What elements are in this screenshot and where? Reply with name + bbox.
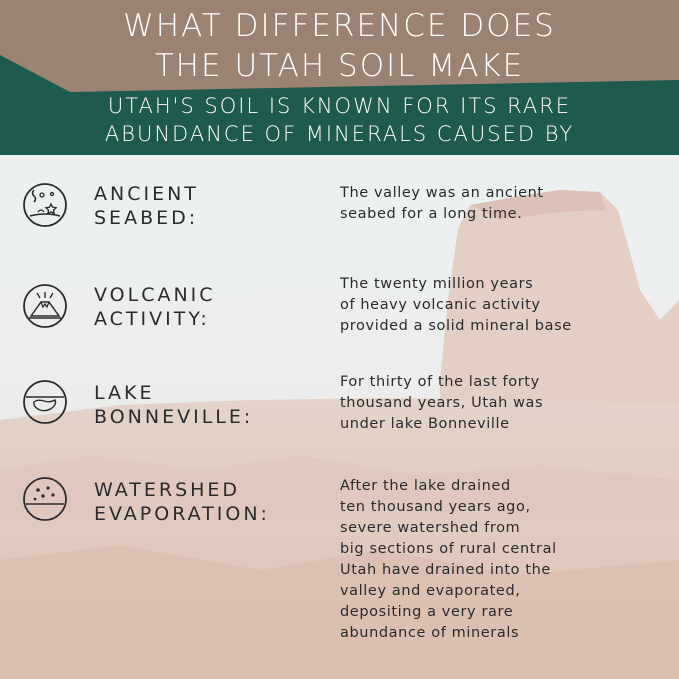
subtitle-band xyxy=(0,92,679,148)
item-description xyxy=(340,372,660,435)
desc-line: depositing a very rare xyxy=(340,604,514,620)
desc-line: provided a solid mineral base xyxy=(340,318,572,334)
item-description xyxy=(340,476,660,644)
desc-line: thousand years, Utah was xyxy=(340,395,544,411)
desc-line: Utah have drained into the xyxy=(340,562,551,578)
subtitle-line: ABUNDANCE OF MINERALS CAUSED BY xyxy=(104,122,575,146)
title-line: WHAT DIFFERENCE DOES xyxy=(123,8,556,44)
desc-line: big sections of rural central xyxy=(340,541,557,557)
evaporation-icon xyxy=(22,476,68,522)
label-line: VOLCANIC xyxy=(94,284,216,306)
seabed-icon xyxy=(22,182,68,228)
label-line: LAKE xyxy=(94,382,155,404)
desc-line: ten thousand years ago, xyxy=(340,499,531,515)
item-description xyxy=(340,183,660,225)
desc-line: After the lake drained xyxy=(340,478,511,494)
volcano-icon xyxy=(22,283,68,329)
desc-line: For thirty of the last forty xyxy=(340,374,540,390)
desc-line: The valley was an ancient xyxy=(340,185,544,201)
label-line: ACTIVITY: xyxy=(94,308,210,330)
desc-line: abundance of minerals xyxy=(340,625,520,641)
label-line: BONNEVILLE: xyxy=(94,406,254,428)
desc-line: of heavy volcanic activity xyxy=(340,297,541,313)
page-title xyxy=(0,6,679,86)
item-description xyxy=(340,274,660,337)
label-line: SEABED: xyxy=(94,207,199,229)
desc-line: under lake Bonneville xyxy=(340,416,510,432)
label-line: EVAPORATION: xyxy=(94,503,270,525)
desc-line: valley and evaporated, xyxy=(340,583,521,599)
subtitle-line: UTAH'S SOIL IS KNOWN FOR ITS RARE xyxy=(107,94,572,118)
desc-line: seabed for a long time. xyxy=(340,206,523,222)
desc-line: The twenty million years xyxy=(340,276,534,292)
item-label xyxy=(94,283,324,331)
lake-icon xyxy=(22,379,68,425)
item-label xyxy=(94,381,324,429)
item-label xyxy=(94,478,324,526)
desc-line: severe watershed from xyxy=(340,520,521,536)
title-line: THE UTAH SOIL MAKE xyxy=(154,48,525,84)
item-label xyxy=(94,182,324,230)
label-line: WATERSHED xyxy=(94,479,241,501)
label-line: ANCIENT xyxy=(94,183,199,205)
